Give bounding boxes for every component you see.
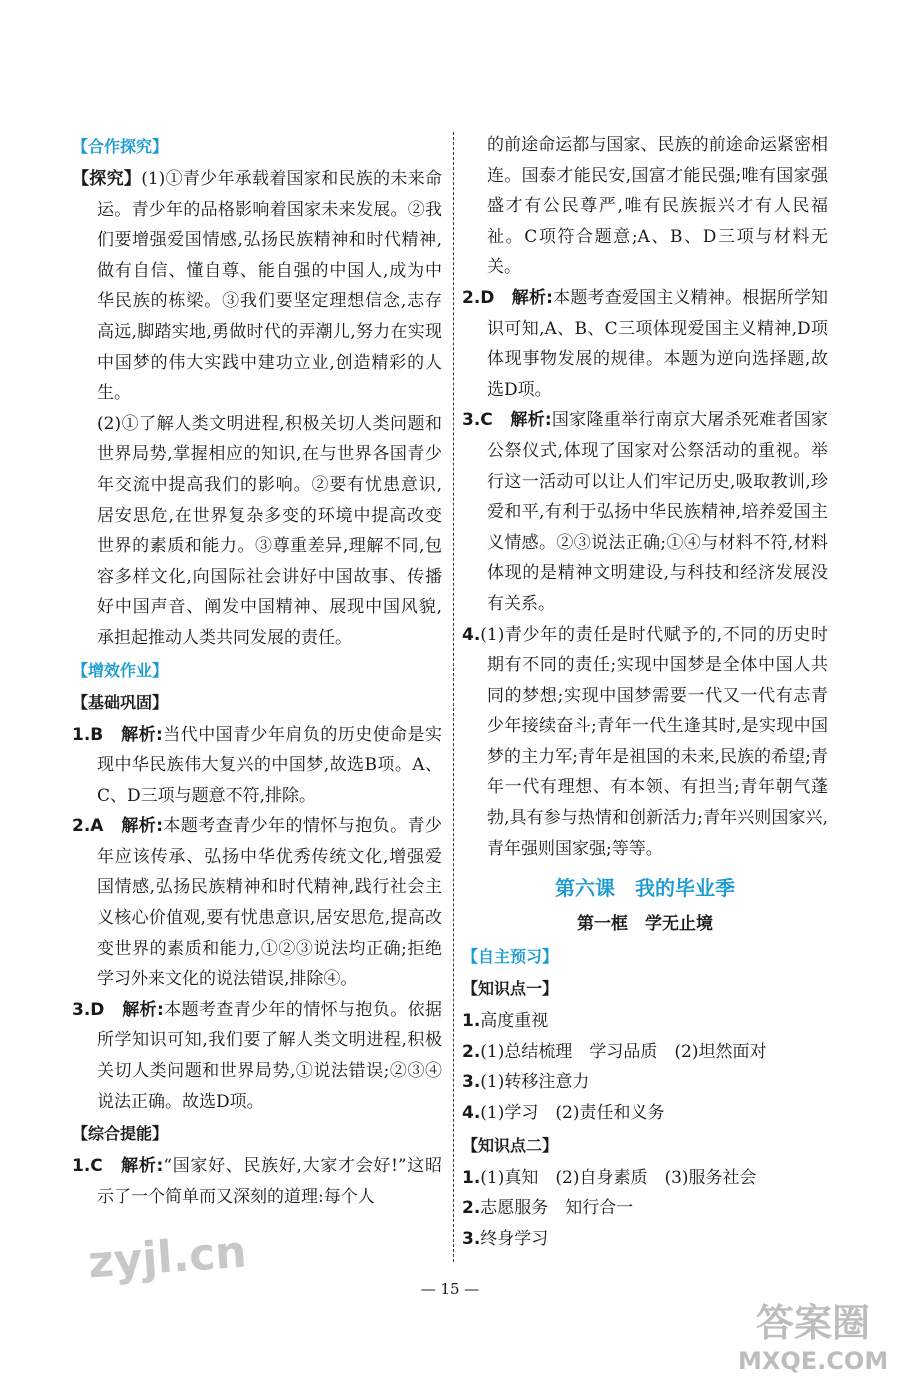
answer-number: 3.C (462, 410, 493, 431)
knowledge-1-list (462, 1006, 828, 1128)
item-number: 1. (462, 1011, 481, 1032)
answer-number: 2.D (462, 287, 495, 308)
item-text: (1)真知 (2)自身素质 (3)服务社会 (480, 1167, 757, 1188)
analysis-label: 解析: (122, 999, 164, 1020)
list-item (462, 1098, 828, 1129)
explore-text-1: (1)①青少年承载着国家和民族的未来命运。青少年的品格影响着国家未来发展。②我们要增强爱国情感,弘扬民族精神和时代精神,做有自信、懂自尊、能自强的中国人,成为中华民族的栋梁。③我们要坚定理想信念,志存高远,脚踏实地,勇做时代的弄潮儿,努力在实现中国梦的伟大实践中建功立业,创造精彩的人生。 (97, 169, 442, 404)
list-item (462, 1193, 828, 1224)
frame-title: 第一框 学无止境 (577, 914, 713, 935)
item-text: (1)总结梳理 学习品质 (2)坦然面对 (480, 1041, 767, 1062)
analysis-label: 解析: (510, 410, 552, 431)
answer-text: (1)青少年的责任是时代赋予的,不同的历史时期有不同的责任;实现中国梦是全体中国人共同的梦想;实现中国梦需要一代又一代有志青少年接续奋斗;青年一代生逢其时,是实现中国梦的主力军;青年是祖国的未来,民族的希望;青年一代有理想、有本领、有担当;青年朝气蓬勃,具有参与热情和创新活力;青年兴则国家兴,青年强则国家强;等等。 (480, 624, 828, 859)
section-heading-preview: 【自主预习】 (462, 947, 559, 967)
page-number: — 15 — (420, 1280, 480, 1298)
comprehensive-answer-4 (462, 620, 828, 865)
analysis-label: 解析: (121, 724, 163, 745)
item-text: 志愿服务 知行合一 (480, 1198, 634, 1219)
answer-text: 当代中国青少年肩负的历史使命是实现中华民族伟大复兴的中国梦,故选B项。A、C、D三项与题意不符,排除。 (97, 724, 443, 806)
subheading-knowledge-2: 【知识点二】 (462, 1135, 559, 1155)
item-number: 4. (462, 1103, 481, 1124)
explore-part-2: (2)①了解人类文明进程,积极关切人类问题和世界局势,掌握相应的知识,在与世界各国青少年交流中提高我们的影响。②要有忧患意识,居安思危,在世界复杂多变的环境中提高改变世界的素质和能力。③尊重差异,理解不同,包容多样文化,向国际社会讲好中国故事、传播好中国声音、阐发中国精神、展现中国风貌,承担起推动人类共同发展的责任。 (97, 413, 442, 648)
analysis-label: 解析: (121, 816, 163, 837)
watermark-right-url: MXQE.COM (738, 1347, 889, 1375)
item-number: 3. (462, 1072, 481, 1093)
list-item (462, 1067, 828, 1098)
column-divider (453, 132, 454, 1262)
section-heading-cooperation: 【合作探究】 (72, 137, 169, 156)
item-number: 2. (462, 1198, 481, 1219)
item-number: 2. (462, 1041, 481, 1062)
analysis-label: 解析: (511, 287, 553, 308)
item-text: 高度重视 (480, 1011, 549, 1032)
analysis-label: 解析: (121, 1156, 164, 1177)
explore-tag: 【探究】 (72, 169, 142, 189)
answer-number: 1.B (72, 724, 104, 745)
basic-answer-2 (72, 811, 442, 995)
left-column (72, 130, 442, 1212)
answer-text: 本题考查青少年的情怀与抱负。依据所学知识可知,我们要了解人类文明进程,积极关切人类问题和世界局势,①说法错误;②③④说法正确。故选D项。 (97, 999, 442, 1112)
answer-text: 本题考查青少年的情怀与抱负。青少年应该传承、弘扬中华优秀传统文化,增强爱国情感,弘扬民族精神和时代精神,践行社会主义核心价值观,要有忧患意识,居安思危,提高改变世界的素质和能力,①②③说法均正确;拒绝学习外来文化的说法错误,排除④。 (97, 816, 442, 990)
explore-part-1 (72, 164, 442, 409)
answer-number: 1.C (72, 1156, 103, 1177)
basic-answer-3 (72, 995, 442, 1117)
item-number: 3. (462, 1228, 481, 1249)
lesson-title: 第六课 我的毕业季 (555, 876, 735, 901)
subheading-comprehensive: 【综合提能】 (72, 1124, 169, 1144)
subheading-basic: 【基础巩固】 (72, 692, 169, 712)
answer-text: 本题考查爱国主义精神。根据所学知识可知,A、B、C三项体现爱国主义精神,D项体现事物发展的规律。本题为逆向选择题,故选D项。 (487, 287, 829, 400)
right-column (462, 130, 828, 1254)
answer-number: 4. (462, 624, 481, 645)
list-item (462, 1037, 828, 1068)
item-text: (1)转移注意力 (480, 1072, 590, 1093)
knowledge-2-list (462, 1163, 828, 1255)
item-text: 终身学习 (480, 1228, 549, 1249)
item-text: (1)学习 (2)责任和义务 (480, 1103, 665, 1124)
answer-text: 国家隆重举行南京大屠杀死难者国家公祭仪式,体现了国家对公祭活动的重视。举行这一活动可以让人们牢记历史,吸取教训,珍爱和平,有利于弘扬中华民族精神,培养爱国主义情感。②③说法正确;①④与材料不符,材料体现的是精神文明建设,与科技和经济发展没有关系。 (487, 410, 828, 614)
answer-number: 2.A (72, 816, 104, 837)
comprehensive-answer-2 (462, 283, 828, 405)
list-item (462, 1224, 828, 1255)
comprehensive-answer-3 (462, 405, 828, 619)
watermark-left: zyjl.cn (86, 1226, 249, 1289)
watermark-right (738, 1300, 888, 1376)
comprehensive-answer-1 (72, 1151, 442, 1212)
section-heading-homework: 【增效作业】 (72, 660, 169, 680)
item-number: 1. (462, 1167, 481, 1188)
answer-text: “国家好、民族好,大家才会好!”这昭示了一个简单而又深刻的道理:每个人 (97, 1156, 442, 1207)
watermark-right-logo: 答案圈 (755, 1301, 870, 1345)
list-item (462, 1163, 828, 1194)
basic-answer-1 (72, 720, 442, 812)
subheading-knowledge-1: 【知识点一】 (462, 979, 559, 999)
comprehensive-answer-1-continued: 的前途命运都与国家、民族的前途命运紧密相连。国泰才能民安,国富才能民强;唯有国家强盛才有公民尊严,唯有民族振兴才有人民福祉。C项符合题意;A、B、D三项与材料无关。 (487, 135, 828, 278)
answer-number: 3.D (72, 999, 105, 1020)
list-item (462, 1006, 828, 1037)
